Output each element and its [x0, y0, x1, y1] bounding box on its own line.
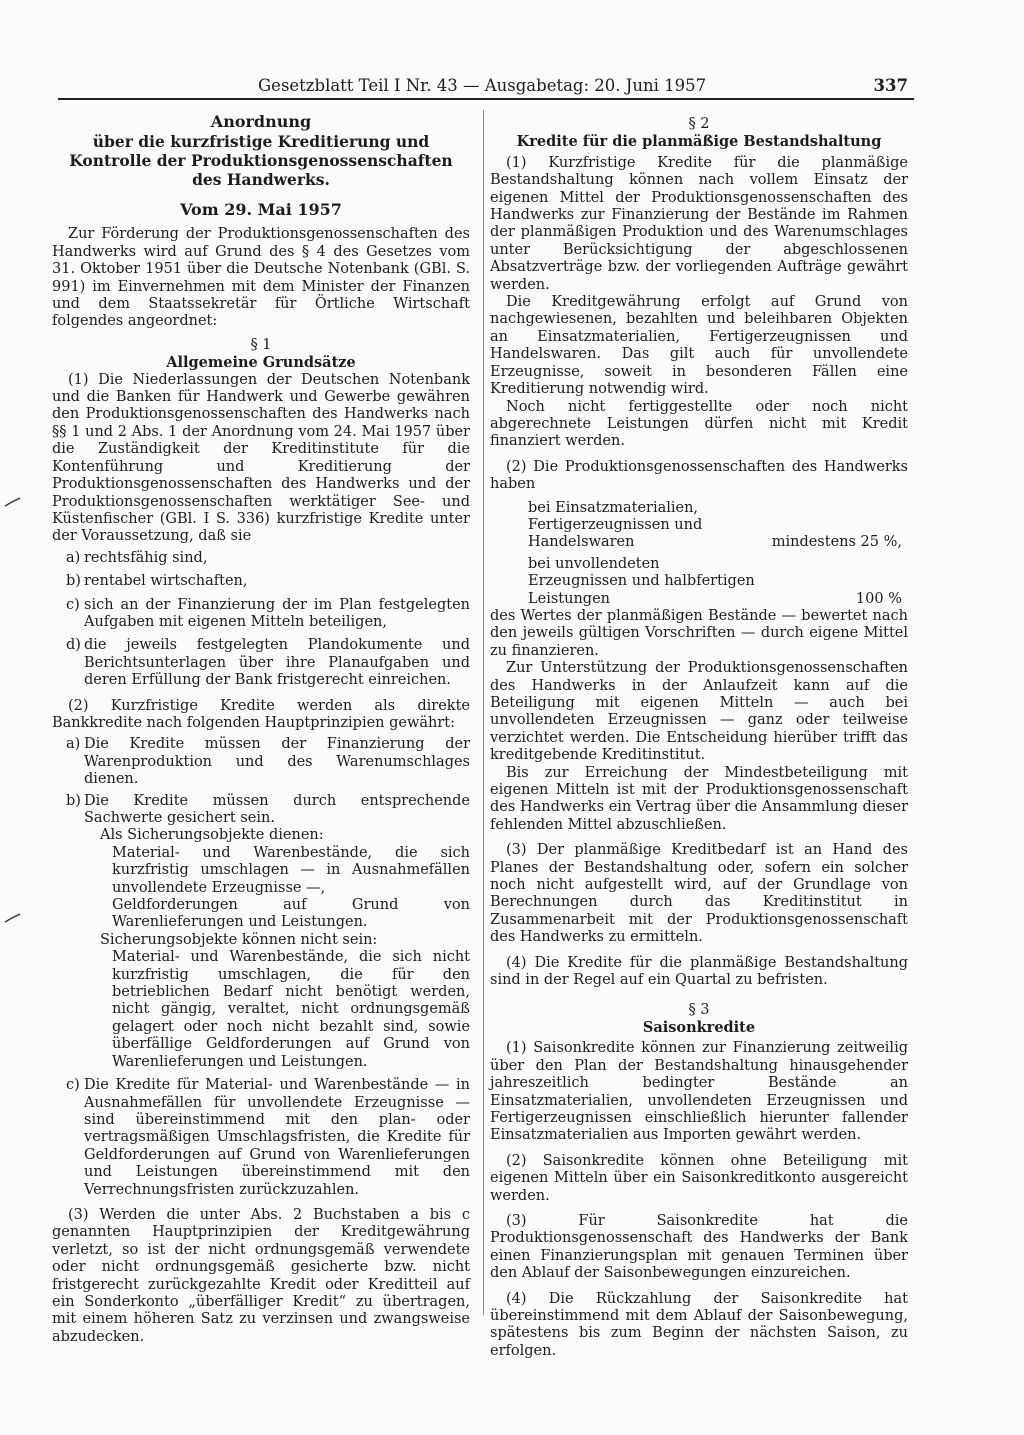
header-rule: [58, 98, 914, 100]
security-objects-item: Material- und Warenbestände, die sich kurzfristig umschlagen — in Ausnahmefällen unvollendete Erzeugnisse —,: [112, 844, 470, 896]
section-2-paragraph-2: (2) Die Produktionsgenossenschaften des Handwerks haben: [490, 458, 908, 493]
section-3-paragraph-1: (1) Saisonkredite können zur Finanzierung zeitweilig über den Plan der Bestandshaltung hinausgehender jahreszeitlich bedingter Bestände an Einsatzmaterialien, unvollendeten Erzeugnissen und Fertigerzeugnissen einschließlich hierunter fallender Einsatzmaterialien aus Importen gewährt werden.: [490, 1040, 908, 1144]
section-1-number: § 1: [250, 336, 272, 353]
document-date: Vom 29. Mai 1957: [180, 200, 342, 219]
list-item-text: Die Kredite müssen durch entsprechende Sachwerte gesichert sein.: [84, 792, 470, 826]
margin-checkmark-icon: [4, 496, 22, 510]
list-item-text: rechtsfähig sind,: [84, 549, 208, 566]
conditions-list: [52, 550, 470, 690]
section-2-paragraph-1c: Noch nicht fertiggestellte oder noch nicht abgerechnete Leistungen dürfen nicht mit Kredit finanziert werden.: [490, 398, 908, 450]
section-1-title: Allgemeine Grundsätze: [166, 354, 356, 372]
excluded-objects-text: Material- und Warenbestände, die sich nicht kurzfristig umschlagen, die für den betrieblichen Bedarf nicht benötigt werden, nicht gängig, veraltet, nicht ordnungsgemäß gelagert oder noch nicht bezahlt sind, sowie überfällige Geldforderungen auf Grund von Warenlieferungen und Leistungen.: [112, 949, 470, 1070]
section-3-number: § 3: [688, 1001, 710, 1018]
header-title: Gesetzblatt Teil I Nr. 43 — Ausgabetag: 20. Juni 1957: [258, 76, 707, 95]
section-3-paragraph-2: (2) Saisonkredite können ohne Beteiligung mit eigenen Mitteln über ein Saisonkreditkonto ausgereicht werden.: [490, 1152, 908, 1204]
preamble: Zur Förderung der Produktionsgenossenschaften des Handwerks wird auf Grund des § 4 des Gesetzes vom 31. Oktober 1951 über die Deutsche Notenbank (GBl. S. 991) im Einvernehmen mit dem Minister der Finanzen und dem Staatssekretär für Örtliche Wirtschaft folgendes angeordnet:: [52, 226, 470, 330]
list-item: [66, 736, 470, 788]
list-item: [66, 637, 470, 689]
section-3-paragraph-3: (3) Für Saisonkredite hat die Produktionsgenossenschaft des Handwerks der Bank einen Finanzierungsplan mit genauen Terminen über den Ablauf der Saisonbewegungen einzureichen.: [490, 1212, 908, 1282]
section-3-title: Saisonkredite: [642, 1018, 756, 1036]
section-2-title: Kredite für die planmäßige Bestandshaltung: [516, 133, 882, 151]
section-2-paragraph-2d: Bis zur Erreichung der Mindestbeteiligung mit eigenen Mitteln ist mit der Produktionsgenossenschaft des Handwerks ein Vertrag über die Ansammlung dieser fehlenden Mittel abzuschließen.: [490, 764, 908, 833]
list-item: [66, 597, 470, 632]
section-2-number: § 2: [688, 116, 710, 132]
list-item-text: sich an der Finanzierung der im Plan festgelegten Aufgaben mit eigenen Mitteln beteiligen,: [84, 596, 470, 630]
section-1-paragraph-3: (3) Werden die unter Abs. 2 Buchstaben a bis c genannten Hauptprinzipien der Kreditgewährung verletzt, so ist der nicht ordnungsgemäß verwendete oder nicht ordnungsgemäß gesicherte bzw. nicht fristgerecht zurückgezahlte Kredit oder Kreditteil auf ein Sonderkonto „überfälliger Kredit“ zu übertragen, mit einem höheren Satz zu verzinsen und zwangsweise abzudecken.: [52, 1206, 470, 1345]
section-2-paragraph-4: (4) Die Kredite für die planmäßige Bestandshaltung sind in der Regel auf ein Quartal zu befristen.: [490, 954, 908, 989]
column-divider: [483, 110, 484, 1315]
margin-checkmark-icon: [4, 912, 22, 926]
principles-list: [52, 736, 470, 1199]
section-3-paragraph-4: (4) Die Rückzahlung der Saisonkredite hat übereinstimmend mit dem Ablauf der Saisonbewegung, spätestens bis zum Beginn der nächsten Saison, zu erfolgen.: [490, 1290, 908, 1359]
page-number: 337: [873, 76, 908, 95]
document-title: über die kurzfristige Kreditierung und Kontrolle der Produktionsgenossenschaften des Handwerks.: [69, 132, 453, 189]
list-item-label: a): [66, 549, 81, 566]
excluded-objects-heading: Sicherungsobjekte können nicht sein:: [100, 931, 378, 948]
section-1-paragraph-2: (2) Kurzfristige Kredite werden als direkte Bankkredite nach folgenden Hauptprinzipien gewährt:: [52, 697, 470, 731]
list-item: [66, 793, 470, 828]
left-column: [52, 112, 470, 1346]
section-2-paragraph-1: (1) Kurzfristige Kredite für die planmäßige Bestandshaltung können nach vollem Einsatz der eigenen Mittel der Produktionsgenossenschaften des Handwerks zur Finanzierung der Bestände im Rahmen der planmäßigen Produktion und des Warenumschlages unter Berücksichtigung der abgeschlossenen Absatzverträge bzw. der vorliegenden Aufträge gewährt werden.: [490, 154, 908, 293]
section-1-paragraph-1: (1) Die Niederlassungen der Deutschen Notenbank und die Banken für Handwerk und Gewerbe gewähren den Produktionsgenossenschaften des Handwerks nach §§ 1 und 2 Abs. 1 der Anordnung vom 24. Mai 1957 über die Zuständigkeit der Kreditinstitute für die Kontenführung und Kreditierung der Produktionsgenossenschaften des Handwerks und der Produktionsgenossenschaften werktätiger See- und Küstenfischer (GBl. I S. 336) kurzfristige Kredite unter der Voraussetzung, daß sie: [52, 371, 470, 545]
table-cell-item: bei unvollendeten Erzeugnissen und halbfertigen Leistungen: [528, 555, 755, 607]
security-objects-item: Geldforderungen auf Grund von Warenlieferungen und Leistungen.: [112, 897, 470, 931]
table-cell-item: bei Einsatzmaterialien, Fertigerzeugnissen und Handelswaren: [528, 499, 703, 551]
right-column: [490, 112, 908, 1360]
list-item-label: b): [66, 792, 81, 809]
list-item-text: die jeweils festgelegten Plandokumente und Berichtsunterlagen über ihre Planaufgaben und deren Erfüllung der Bank fristgerecht einreichen.: [84, 637, 470, 689]
section-2-paragraph-2c: Zur Unterstützung der Produktionsgenossenschaften des Handwerks in der Anlaufzeit kann auf die Beteiligung mit eigenen Mitteln — auch bei unvollendeten Erzeugnissen — ganz oder teilweise verzichtet werden. Die Entscheidung hierüber trifft das kreditgebende Kreditinstitut.: [490, 660, 908, 764]
list-item: [66, 550, 470, 567]
list-item: [66, 1077, 470, 1199]
list-item-text: Die Kredite müssen der Finanzierung der Warenproduktion und des Warenumschlages dienen.: [84, 736, 470, 788]
table-cell-value: mindestens 25 %,: [771, 534, 902, 551]
list-item-label: d): [66, 637, 81, 654]
page-header: [58, 76, 914, 98]
list-item-text: Die Kredite für Material- und Warenbestände — in Ausnahmefällen für unvollendete Erzeugnisse — sind übereinstimmend mit den plan- oder vertragsmäßigen Umschlagsfristen, die Kredite für Geldforderungen auf Grund von Warenlieferungen und Leistungen übereinstimmend mit den Verrechnungsfristen zurückzuzahlen.: [84, 1077, 470, 1198]
equity-share-table: [490, 500, 908, 608]
table-cell-value: 100 %: [855, 590, 902, 607]
section-2-paragraph-2b: des Wertes der planmäßigen Bestände — bewertet nach den jeweils gültigen Vorschriften — durch eigene Mittel zu finanzieren.: [490, 607, 908, 659]
document-title-line1: Anordnung: [210, 112, 312, 131]
section-2-paragraph-3: (3) Der planmäßige Kreditbedarf ist an Hand des Planes der Bestandshaltung oder, sofern ein solcher noch nicht aufgestellt wird, auf der Grundlage von Berechnungen durch das Kreditinstitut in Zusammenarbeit mit der Produktionsgenossenschaft des Handwerks zu ermitteln.: [490, 842, 908, 946]
security-objects-heading: Als Sicherungsobjekte dienen:: [100, 827, 324, 844]
list-item: [66, 573, 470, 590]
list-item-label: c): [66, 596, 80, 613]
list-item-text: rentabel wirtschaften,: [84, 573, 248, 590]
list-item-label: a): [66, 736, 81, 753]
list-item-label: c): [66, 1077, 80, 1094]
section-2-paragraph-1b: Die Kreditgewährung erfolgt auf Grund von nachgewiesenen, bezahlten und beleihbaren Objekten an Einsatzmaterialien, Fertigerzeugnissen und Handelswaren. Das gilt auch für unvollendete Erzeugnisse, soweit in besonderen Fällen eine Kreditierung notwendig wird.: [490, 294, 908, 398]
list-item-label: b): [66, 573, 81, 590]
